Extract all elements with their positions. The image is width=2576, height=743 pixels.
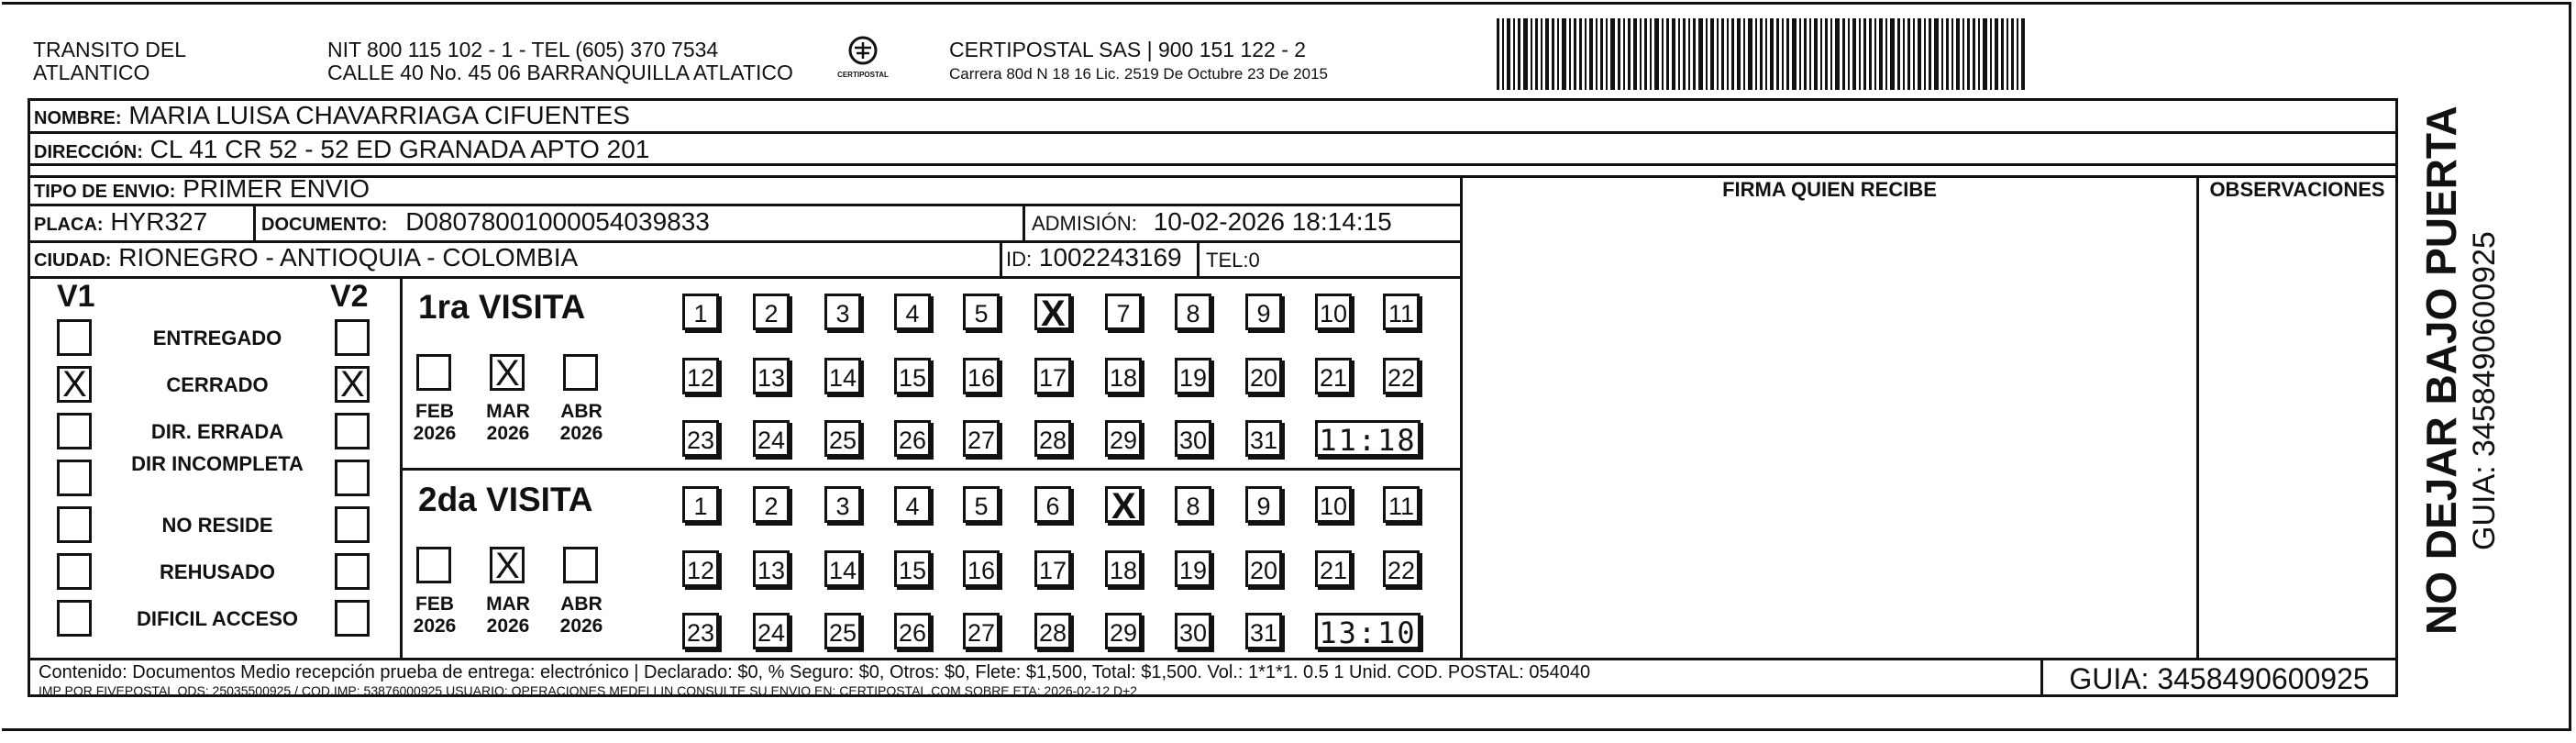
footer-print-info: IMP POR FIVEPOSTAL ODS: 25035500925 / COD.IMP: 53876000925 USUARIO: OPERACIONES MEDELLIN CONSULTE SU ENVIO EN: CERTIPOSTAL.COM SOBRE ETA: 2026-02-12 D+2 <box>39 683 1138 698</box>
admission-value: 10-02-2026 18:14:15 <box>1153 207 1392 236</box>
barcode-bar <box>1731 18 1734 90</box>
v2-checkbox[interactable] <box>335 460 370 496</box>
v2-checkbox[interactable] <box>335 319 370 356</box>
no-under-door-warning: NO DEJAR BAJO PUERTA <box>2417 105 2465 635</box>
barcode-bar <box>1678 18 1680 90</box>
day-box[interactable]: 8 <box>1175 486 1211 523</box>
month-checkbox[interactable] <box>563 354 598 391</box>
day-box[interactable]: 7 <box>1105 294 1142 330</box>
day-box[interactable]: 24 <box>753 613 790 649</box>
month-label <box>554 401 609 445</box>
barcode-bar <box>1859 18 1861 90</box>
barcode-bar <box>1973 18 1975 90</box>
barcode-bar <box>1770 18 1774 90</box>
visit-time: 11:18 <box>1315 420 1421 457</box>
status-label: DIR. ERRADA <box>150 420 284 443</box>
day-box[interactable]: 20 <box>1245 550 1282 587</box>
barcode-bar <box>1737 18 1741 90</box>
barcode-bar <box>1765 18 1767 90</box>
month-year: 2026 <box>486 615 530 637</box>
day-box[interactable]: 2 <box>753 294 790 330</box>
barcode-bar <box>1924 18 1926 90</box>
v1-checkbox[interactable] <box>57 366 92 403</box>
barcode-bar <box>1941 18 1943 90</box>
barcode-bar <box>1962 18 1964 90</box>
month-year: 2026 <box>559 615 603 637</box>
barcode-bar <box>1672 18 1675 90</box>
day-box[interactable]: 13 <box>753 550 790 587</box>
barcode-bar <box>1683 18 1686 90</box>
day-box[interactable]: 18 <box>1105 358 1142 394</box>
barcode-bar <box>2007 18 2008 90</box>
recipient-name-value: MARIA LUISA CHAVARRIAGA CIFUENTES <box>128 101 630 129</box>
day-box[interactable]: 12 <box>682 550 719 587</box>
tel-value: 0 <box>1248 249 1260 272</box>
send-type-value: PRIMER ENVIO <box>182 174 370 203</box>
barcode-bar <box>2011 18 2014 90</box>
barcode-bar <box>1995 18 1998 90</box>
month-name: MAR <box>486 593 530 615</box>
barcode-bar <box>1760 18 1763 90</box>
day-box[interactable]: 29 <box>1105 613 1142 649</box>
barcode-bar <box>1799 18 1801 90</box>
day-box[interactable]: 22 <box>1383 550 1420 587</box>
courier-info <box>949 39 1328 84</box>
sender-nit: NIT 800 115 102 - 1 - TEL (605) 370 7534 <box>327 38 719 61</box>
day-box[interactable]: 26 <box>894 613 931 649</box>
barcode-bar <box>1562 18 1566 90</box>
month-checkbox[interactable] <box>416 547 451 583</box>
day-box[interactable]: 5 <box>963 294 1000 330</box>
courier-license: Carrera 80d N 18 16 Lic. 2519 De Octubre 23 De 2015 <box>949 65 1328 83</box>
barcode-bar <box>1934 18 1939 90</box>
day-box[interactable]: 25 <box>824 613 861 649</box>
day-box[interactable]: 2 <box>753 486 790 523</box>
month-checkbox[interactable] <box>563 547 598 583</box>
barcode-bar <box>2017 18 2018 90</box>
courier-name: CERTIPOSTAL SAS | 900 151 122 - 2 <box>949 38 1307 61</box>
tel-cell <box>1206 246 1260 275</box>
document-cell <box>261 207 710 239</box>
barcode-bar <box>1654 18 1659 90</box>
day-box[interactable]: 27 <box>963 420 1000 457</box>
month-label <box>407 401 462 445</box>
city-cell <box>34 243 578 275</box>
tel-label: TEL: <box>1206 249 1249 272</box>
observations-header: OBSERVACIONES <box>2209 178 2385 201</box>
month-name: FEB <box>415 593 454 615</box>
day-box[interactable]: 1 <box>682 486 719 523</box>
day-box[interactable]: 5 <box>963 486 1000 523</box>
barcode-bar <box>1890 18 1895 90</box>
v1-checkbox[interactable] <box>57 553 92 590</box>
check-mark: X <box>1111 486 1136 527</box>
barcode-bar <box>1650 18 1652 90</box>
barcode-bar <box>1951 18 1953 90</box>
city-value: RIONEGRO - ANTIOQUIA - COLOMBIA <box>118 243 579 272</box>
barcode-bar <box>1835 18 1840 90</box>
barcode-bar <box>1946 18 1949 90</box>
day-box[interactable]: 20 <box>1245 358 1282 394</box>
barcode-bar <box>1628 18 1631 90</box>
day-box[interactable] <box>1034 294 1071 334</box>
send-type-label: TIPO DE ENVIO: <box>34 182 176 202</box>
barcode-bar <box>1574 18 1576 90</box>
document-value: D08078001000054039833 <box>405 207 710 236</box>
sender-line2: ATLANTICO <box>33 61 150 84</box>
day-box[interactable]: 16 <box>963 550 1000 587</box>
day-box[interactable]: 15 <box>894 550 931 587</box>
day-box[interactable]: 23 <box>682 420 719 457</box>
day-box[interactable]: 4 <box>894 486 931 523</box>
barcode-bar <box>1710 18 1714 90</box>
barcode-bar <box>1907 18 1910 90</box>
col-separator <box>1197 240 1200 276</box>
barcode-bar <box>1518 18 1520 90</box>
barcode-bar <box>1903 18 1905 90</box>
sender-address: CALLE 40 No. 45 06 BARRANQUILLA ATLATICO <box>327 61 793 84</box>
day-box[interactable]: 17 <box>1034 550 1071 587</box>
v2-checkbox[interactable] <box>335 366 370 403</box>
send-type-row <box>34 174 370 206</box>
day-box[interactable]: 31 <box>1245 420 1282 457</box>
check-mark: X <box>340 364 365 405</box>
barcode-bar <box>1918 18 1921 90</box>
v2-checkbox[interactable] <box>335 506 370 543</box>
status-label: ENTREGADO <box>152 327 282 349</box>
check-mark: X <box>1041 294 1066 334</box>
barcode-bar <box>1721 18 1724 90</box>
barcode-bar <box>1848 18 1850 90</box>
day-box[interactable]: 15 <box>894 358 931 394</box>
barcode-bar <box>1869 18 1872 90</box>
barcode-bar <box>1513 18 1515 90</box>
admission-label: ADMISIÓN: <box>1032 212 1137 235</box>
barcode-bar <box>1885 18 1887 90</box>
visit-title: 2da VISITA <box>418 481 593 518</box>
day-box[interactable]: 8 <box>1175 294 1211 330</box>
month-year: 2026 <box>486 423 530 444</box>
month-year: 2026 <box>413 423 457 444</box>
status-label: DIR INCOMPLETA <box>131 452 304 475</box>
barcode-bar <box>1610 18 1615 90</box>
barcode-bar <box>1557 18 1559 90</box>
barcode-bar <box>1956 18 1960 90</box>
v1-checkbox[interactable] <box>57 413 92 449</box>
visit-time: 13:10 <box>1315 613 1421 649</box>
barcode-bar <box>1596 18 1598 90</box>
day-box[interactable]: 26 <box>894 420 931 457</box>
day-box[interactable]: 28 <box>1034 420 1071 457</box>
city-label: CIUDAD: <box>34 250 112 271</box>
v1-checkbox[interactable] <box>57 319 92 356</box>
courier-logo-text: CERTIPOSTAL <box>837 71 889 79</box>
day-box[interactable]: 10 <box>1315 486 1352 523</box>
day-box[interactable]: 31 <box>1245 613 1282 649</box>
day-box[interactable]: 19 <box>1175 550 1211 587</box>
month-name: ABR <box>560 401 603 422</box>
table-left-line <box>28 98 30 696</box>
recipient-address-label: DIRECCIÓN: <box>34 142 143 162</box>
barcode-bar <box>1552 18 1554 90</box>
plate-cell <box>34 207 207 239</box>
barcode-bar <box>1792 18 1797 90</box>
row-separator <box>28 276 1463 279</box>
sender-name <box>33 39 186 84</box>
barcode-bar <box>1825 18 1828 90</box>
day-box[interactable]: 11 <box>1383 486 1420 523</box>
barcode-bar <box>1541 18 1542 90</box>
month-label <box>481 401 536 445</box>
barcode-bar <box>1569 18 1571 90</box>
day-box[interactable]: 14 <box>824 358 861 394</box>
plate-value: HYR327 <box>110 207 208 236</box>
check-mark: X <box>495 353 520 394</box>
day-box[interactable]: 30 <box>1175 613 1211 649</box>
footer-contents: Contenido: Documentos Medio recepción prueba de entrega: electrónico | Declarado: $0, % Seguro: $0, Otros: $0, Flete: $1,500, Total: $1,500. Vol.: 1*1*1. 0.5 1 Unid. COD. POSTAL: 054040 <box>39 662 1591 682</box>
month-checkbox[interactable] <box>490 353 525 394</box>
day-box[interactable]: 29 <box>1105 420 1142 457</box>
month-name: FEB <box>415 401 454 422</box>
barcode-bar <box>1535 18 1538 90</box>
barcode-bar <box>1990 18 1992 90</box>
v1-checkbox[interactable] <box>57 600 92 637</box>
recipient-address-row <box>34 135 649 167</box>
barcode-bar <box>1786 18 1789 90</box>
v2-checkbox[interactable] <box>335 600 370 637</box>
id-cell <box>1006 243 1182 274</box>
col-separator <box>1460 175 1463 660</box>
barcode-bar <box>1727 18 1729 90</box>
day-box[interactable]: 21 <box>1315 550 1352 587</box>
month-year: 2026 <box>559 423 603 444</box>
day-box[interactable]: 13 <box>753 358 790 394</box>
barcode-bar <box>1820 18 1822 90</box>
month-label <box>554 593 609 638</box>
barcode-bar <box>1606 18 1608 90</box>
barcode-bar <box>1531 18 1532 90</box>
barcode-bar <box>1830 18 1832 90</box>
courier-logo-icon <box>845 35 881 66</box>
day-box[interactable]: 14 <box>824 550 861 587</box>
courier-logo <box>833 35 893 84</box>
barcode-bar <box>1755 18 1757 90</box>
recipient-address-value: CL 41 CR 52 - 52 ED GRANADA APTO 201 <box>149 135 650 163</box>
day-box[interactable]: 24 <box>753 420 790 457</box>
barcode-bar <box>1814 18 1818 90</box>
document-label: DOCUMENTO: <box>261 215 388 235</box>
barcode-bar <box>1545 18 1549 90</box>
barcode-bar <box>1633 18 1637 90</box>
check-mark: X <box>495 546 520 586</box>
barcode-bar <box>1863 18 1866 90</box>
day-box[interactable]: 9 <box>1245 294 1282 330</box>
month-label <box>481 593 536 638</box>
barcode-bar <box>1874 18 1876 90</box>
v2-checkbox[interactable] <box>335 413 370 449</box>
id-label: ID: <box>1006 248 1033 271</box>
barcode-bar <box>1497 18 1499 90</box>
barcode-bar <box>1640 18 1642 90</box>
barcode-bar <box>1600 18 1603 90</box>
day-box[interactable]: 17 <box>1034 358 1071 394</box>
day-box[interactable]: 30 <box>1175 420 1211 457</box>
month-year: 2026 <box>413 615 457 637</box>
v1-label: V1 <box>57 279 95 314</box>
col-separator <box>2395 175 2398 660</box>
recipient-name-row <box>34 101 630 133</box>
col-separator <box>1000 240 1002 276</box>
col-separator <box>1023 204 1025 240</box>
day-box[interactable]: 19 <box>1175 358 1211 394</box>
barcode-bar <box>1698 18 1703 90</box>
col-separator <box>2196 175 2199 660</box>
day-box[interactable] <box>1105 486 1142 527</box>
barcode-bar <box>1913 18 1915 90</box>
barcode-bar <box>2021 18 2025 90</box>
status-label: DIFICIL ACCESO <box>136 607 298 630</box>
day-box[interactable]: 4 <box>894 294 931 330</box>
tracking-barcode <box>1497 18 2028 90</box>
status-label: CERRADO <box>166 373 269 396</box>
barcode-bar <box>1507 18 1510 90</box>
barcode-bar <box>1897 18 1900 90</box>
day-box[interactable]: 6 <box>1034 486 1071 523</box>
day-box[interactable]: 3 <box>824 486 861 523</box>
barcode-bar <box>1502 18 1504 90</box>
barcode-bar <box>1717 18 1719 90</box>
side-guide-number: GUIA: 3458490600925 <box>2467 231 2502 550</box>
v2-checkbox[interactable] <box>335 553 370 590</box>
barcode-bar <box>1693 18 1696 90</box>
day-box[interactable]: 23 <box>682 613 719 649</box>
barcode-bar <box>1579 18 1582 90</box>
sender-details <box>327 39 793 84</box>
barcode-bar <box>1743 18 1745 90</box>
v2-label: V2 <box>330 279 369 314</box>
day-box[interactable]: 9 <box>1245 486 1282 523</box>
check-mark: X <box>62 364 87 405</box>
recipient-name-label: NOMBRE: <box>34 108 122 128</box>
day-box[interactable]: 12 <box>682 358 719 394</box>
barcode-bar <box>1623 18 1625 90</box>
barcode-bar <box>1688 18 1690 90</box>
month-label <box>407 593 462 638</box>
barcode-bar <box>1929 18 1931 90</box>
day-box[interactable]: 18 <box>1105 550 1142 587</box>
barcode-bar <box>1809 18 1811 90</box>
month-name: ABR <box>560 593 603 615</box>
barcode-bar <box>1706 18 1708 90</box>
barcode-bar <box>1782 18 1784 90</box>
month-checkbox[interactable] <box>416 354 451 391</box>
day-box[interactable]: 25 <box>824 420 861 457</box>
barcode-bar <box>1644 18 1647 90</box>
plate-label: PLACA: <box>34 215 104 235</box>
day-box[interactable]: 1 <box>682 294 719 330</box>
barcode-bar <box>1589 18 1593 90</box>
day-box[interactable]: 22 <box>1383 358 1420 394</box>
day-box[interactable]: 3 <box>824 294 861 330</box>
barcode-bar <box>1666 18 1669 90</box>
day-box[interactable]: 11 <box>1383 294 1420 330</box>
barcode-bar <box>1585 18 1587 90</box>
barcode-bar <box>1983 18 1987 90</box>
barcode-bar <box>1748 18 1752 90</box>
admission-cell <box>1032 207 1392 238</box>
day-box[interactable]: 16 <box>963 358 1000 394</box>
sender-line1: TRANSITO DEL <box>33 38 186 61</box>
month-name: MAR <box>486 401 530 422</box>
barcode-bar <box>1978 18 1980 90</box>
footer-guide-number: GUIA: 3458490600925 <box>2069 662 2370 695</box>
day-box[interactable]: 27 <box>963 613 1000 649</box>
barcode-bar <box>1852 18 1856 90</box>
day-box[interactable]: 10 <box>1315 294 1352 330</box>
v1-checkbox[interactable] <box>57 460 92 496</box>
month-checkbox[interactable] <box>490 546 525 586</box>
day-box[interactable]: 21 <box>1315 358 1352 394</box>
barcode-bar <box>1523 18 1528 90</box>
barcode-bar <box>1967 18 1970 90</box>
barcode-bar <box>1879 18 1883 90</box>
day-box[interactable]: 28 <box>1034 613 1071 649</box>
visit-title: 1ra VISITA <box>418 288 586 326</box>
id-value: 1002243169 <box>1038 243 1182 272</box>
col-separator <box>253 204 256 240</box>
v1-checkbox[interactable] <box>57 506 92 543</box>
signature-header: FIRMA QUIEN RECIBE <box>1722 178 1937 201</box>
status-label: NO RESIDE <box>161 514 273 537</box>
status-label: REHUSADO <box>160 560 275 583</box>
barcode-bar <box>1842 18 1845 90</box>
visit-separator <box>400 468 1462 471</box>
barcode-bar <box>1618 18 1620 90</box>
barcode-bar <box>1804 18 1807 90</box>
barcode-bar <box>1776 18 1779 90</box>
barcode-bar <box>2001 18 2004 90</box>
barcode-bar <box>1662 18 1664 90</box>
